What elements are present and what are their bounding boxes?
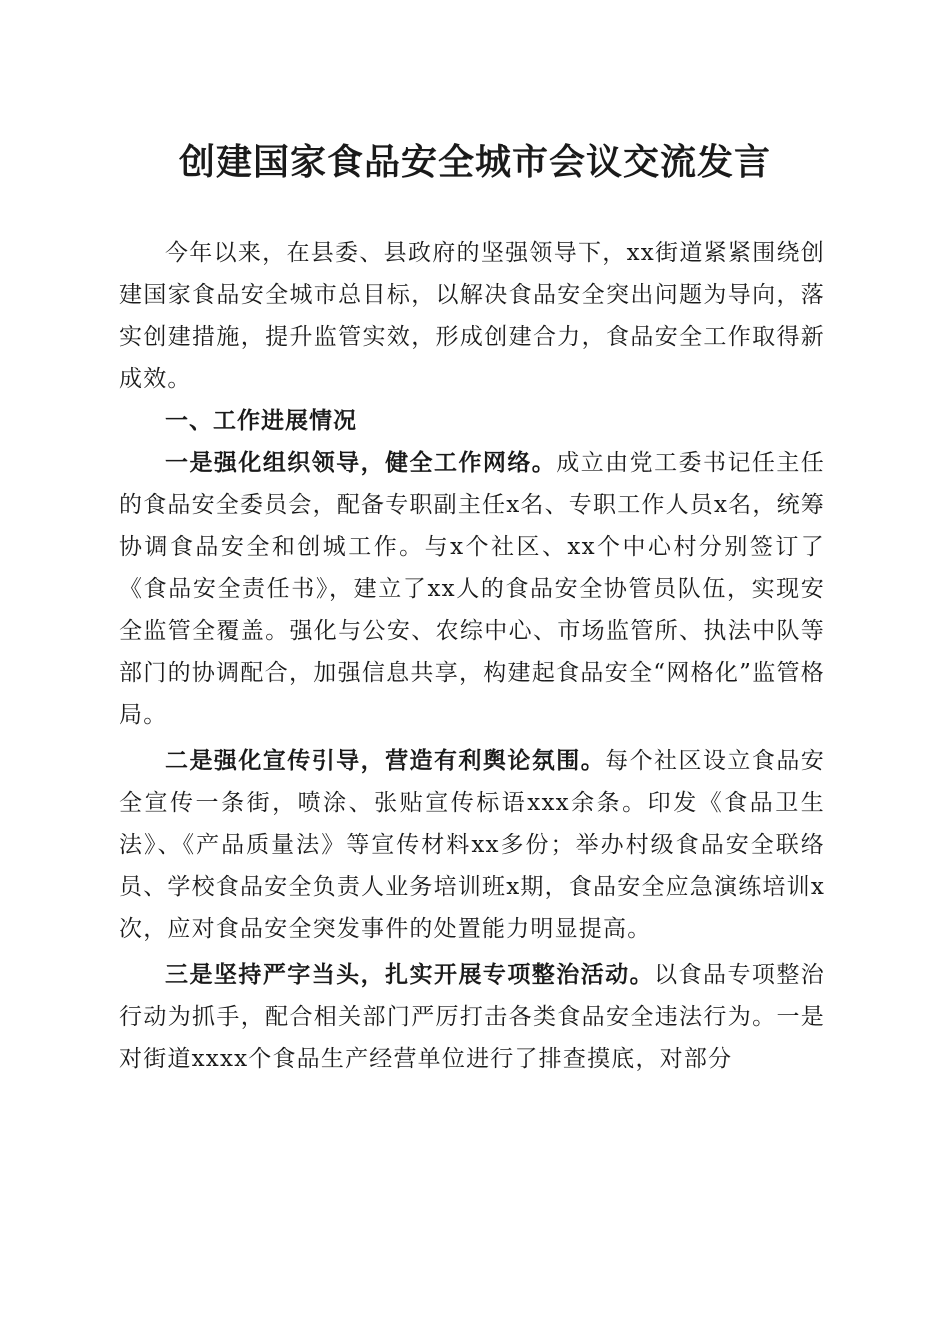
work-item-text: 每个社区设立食品安全宣传一条街，喷涂、张贴宣传标语xxx余条。印发《食品卫生法》、《产品质量法》等宣传材料xx多份；举办村级食品安全联络员、学校食品安全负责人业务培训班x期，食品安全应急演练培训x次，应对食品安全突发事件的处置能力明显提高。 <box>119 748 825 942</box>
work-item-paragraph <box>119 954 825 1080</box>
work-item-lead: 一是强化组织领导，健全工作网络。 <box>165 449 557 476</box>
work-item-lead: 二是强化宣传引导，营造有利舆论氛围。 <box>165 747 606 774</box>
intro-paragraph: 今年以来，在县委、县政府的坚强领导下，xx街道紧紧围绕创建国家食品安全城市总目标，以解决食品安全突出问题为导向，落实创建措施，提升监管实效，形成创建合力，食品安全工作取得新成效。 <box>119 240 825 392</box>
section-heading: 一、工作进展情况 <box>165 408 357 434</box>
document-title: 创建国家食品安全城市会议交流发言 <box>178 141 771 183</box>
work-item-paragraph <box>119 442 825 736</box>
work-item-paragraph <box>119 740 825 950</box>
work-item-lead: 三是坚持严字当头，扎实开展专项整治活动。 <box>165 961 655 988</box>
work-item-text: 以食品专项整治行动为抓手，配合相关部门严厉打击各类食品安全违法行为。一是对街道xxxx个食品生产经营单位进行了排查摸底，对部分 <box>119 962 825 1072</box>
document-body <box>119 232 825 1080</box>
work-item-text: 成立由党工委书记任主任的食品安全委员会，配备专职副主任x名、专职工作人员x名，统筹协调食品安全和创城工作。与x个社区、xx个中心村分别签订了《食品安全责任书》，建立了xx人的食品安全协管员队伍，实现安全监管全覆盖。强化与公安、农综中心、市场监管所、执法中队等部门的协调配合，加强信息共享，构建起食品安全“网格化”监管格局。 <box>119 450 826 728</box>
